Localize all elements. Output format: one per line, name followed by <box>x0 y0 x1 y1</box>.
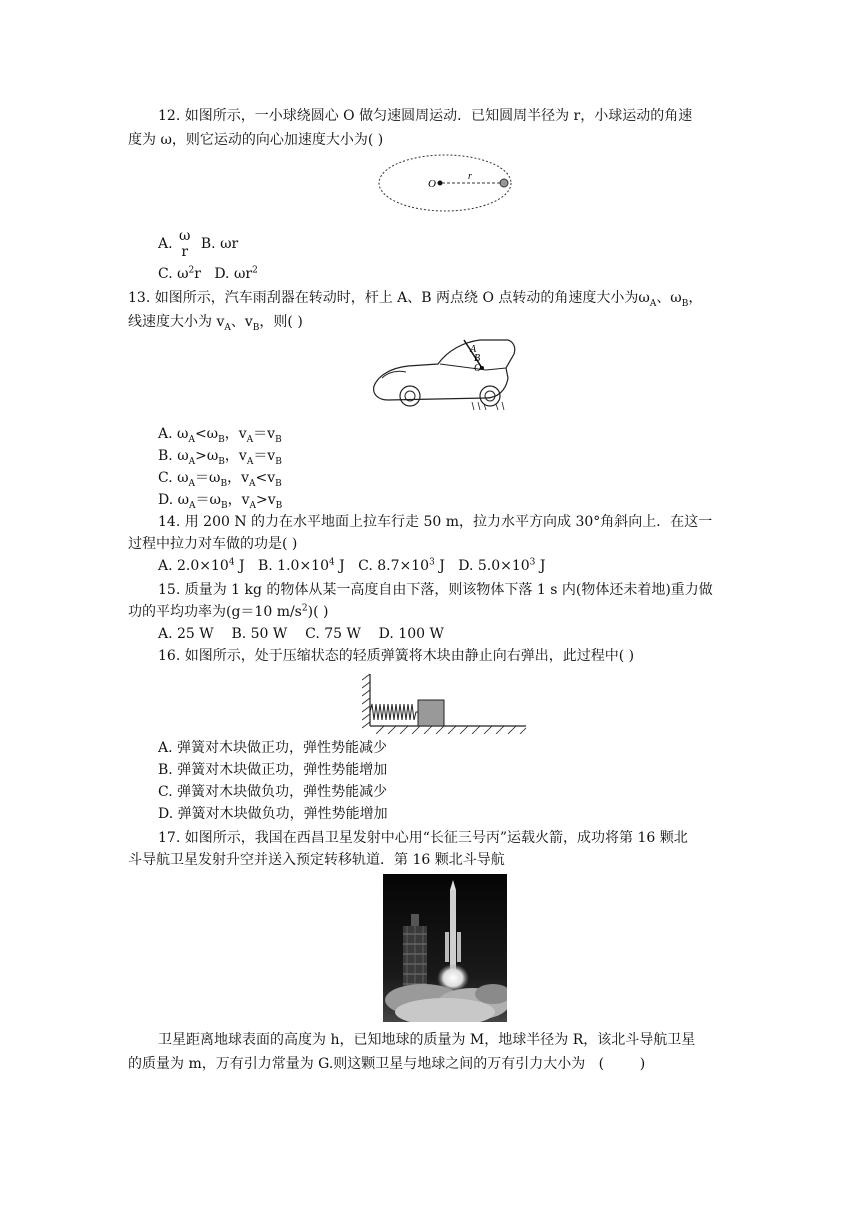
q16-option-d: D. 弹簧对木块做负功，弹性势能增加 <box>158 806 388 822</box>
q14-options: A. $2.0\times 10^4$ J B. $1.0\times 10^4$ J C. $8.7\times 10^3$ J D. $5.0\times 10^3$ J <box>158 557 546 574</box>
q17-stem-line2: 斗导航卫星发射升空并送入预定转移轨道．第 16 颗北斗导航 <box>128 852 505 868</box>
q12-stem-line1: 12. 如图所示，一小球绕圆心 O 做匀速圆周运动．已知圆周半径为 r，小球运动的角速 <box>158 108 693 124</box>
q13-stem-line2: 线速度大小为 $v_A$、$v_B$，则( ) <box>128 314 303 333</box>
spring-block-figure <box>362 670 528 734</box>
spring <box>370 704 418 720</box>
q12-options-row2: C. $\omega^2r$ D. $\omega r^2$ <box>158 265 258 282</box>
q16-option-b: B. 弹簧对木块做正功，弹性势能增加 <box>158 762 388 778</box>
label-A: A <box>470 344 477 355</box>
q13-option-d: D. $\omega_A=\omega_B$，$v_A>v_B$ <box>158 492 283 511</box>
q12-optA-label: A. <box>158 236 173 252</box>
label-r: r <box>468 171 472 182</box>
q13-option-b: B. $\omega_A>\omega_B$，$v_A=v_B$ <box>158 448 282 467</box>
label-O: O <box>428 178 436 190</box>
q12-optA-fraction: ω r <box>179 228 191 260</box>
label-B: B <box>474 353 481 364</box>
q15-options: A. 25 W B. 50 W C. 75 W D. 100 W <box>158 626 444 642</box>
q13-option-c: C. $\omega_A=\omega_B$，$v_A<v_B$ <box>158 470 282 489</box>
wood-block <box>418 700 444 726</box>
car-wiper-figure <box>368 338 518 412</box>
q12-stem-line2: 度为 ω，则它运动的向心加速度大小为( ) <box>128 132 384 148</box>
q15-stem-line1: 15. 质量为 1 kg 的物体从某一高度自由下落，则该物体下落 1 s 内(物体还未着地)重力做 <box>158 582 713 598</box>
label-O: O <box>474 363 482 374</box>
rocket-launch-photo <box>383 874 507 1022</box>
q17-stem-line1: 17. 如图所示，我国在西昌卫星发射中心用“长征三号丙”运载火箭，成功将第 16 颗北 <box>158 830 688 846</box>
q15-stem-line2: 功的平均功率为(g＝10 $m/s^2$)( ) <box>128 603 329 620</box>
ball <box>500 179 508 187</box>
q13-stem-line1: 13. 如图所示，汽车雨刮器在转动时，杆上 A、B 两点绕 O 点转动的角速度大小为$\omega_A$、$\omega_B$， <box>128 290 703 309</box>
center-point <box>438 181 443 186</box>
q17-stem-line3: 卫星距离地球表面的高度为 h，已知地球的质量为 M，地球半径为 R，该北斗导航卫星 <box>158 1032 696 1048</box>
circular-motion-figure <box>376 152 514 216</box>
q16-option-c: C. 弹簧对木块做负功，弹性势能减少 <box>158 784 388 800</box>
q14-stem-line1: 14. 用 200 N 的力在水平地面上拉车行走 50 m，拉力水平方向成 30°角斜向上．在这一 <box>158 514 713 530</box>
q16-stem: 16. 如图所示，处于压缩状态的轻质弹簧将木块由静止向右弹出，此过程中( ) <box>158 648 635 664</box>
q14-stem-line2: 过程中拉力对车做的功是( ) <box>128 536 298 552</box>
q16-option-a: A. 弹簧对木块做正功，弹性势能减少 <box>158 740 388 756</box>
q13-option-a: A. $\omega_A<\omega_B$，$v_A=v_B$ <box>158 426 282 445</box>
q12-optB: B. ωr <box>200 236 239 252</box>
q12-options-row1 <box>158 228 238 260</box>
q17-stem-line4: 的质量为 m，万有引力常量为 G.则这颗卫星与地球之间的万有引力大小为 ( ) <box>128 1056 646 1072</box>
